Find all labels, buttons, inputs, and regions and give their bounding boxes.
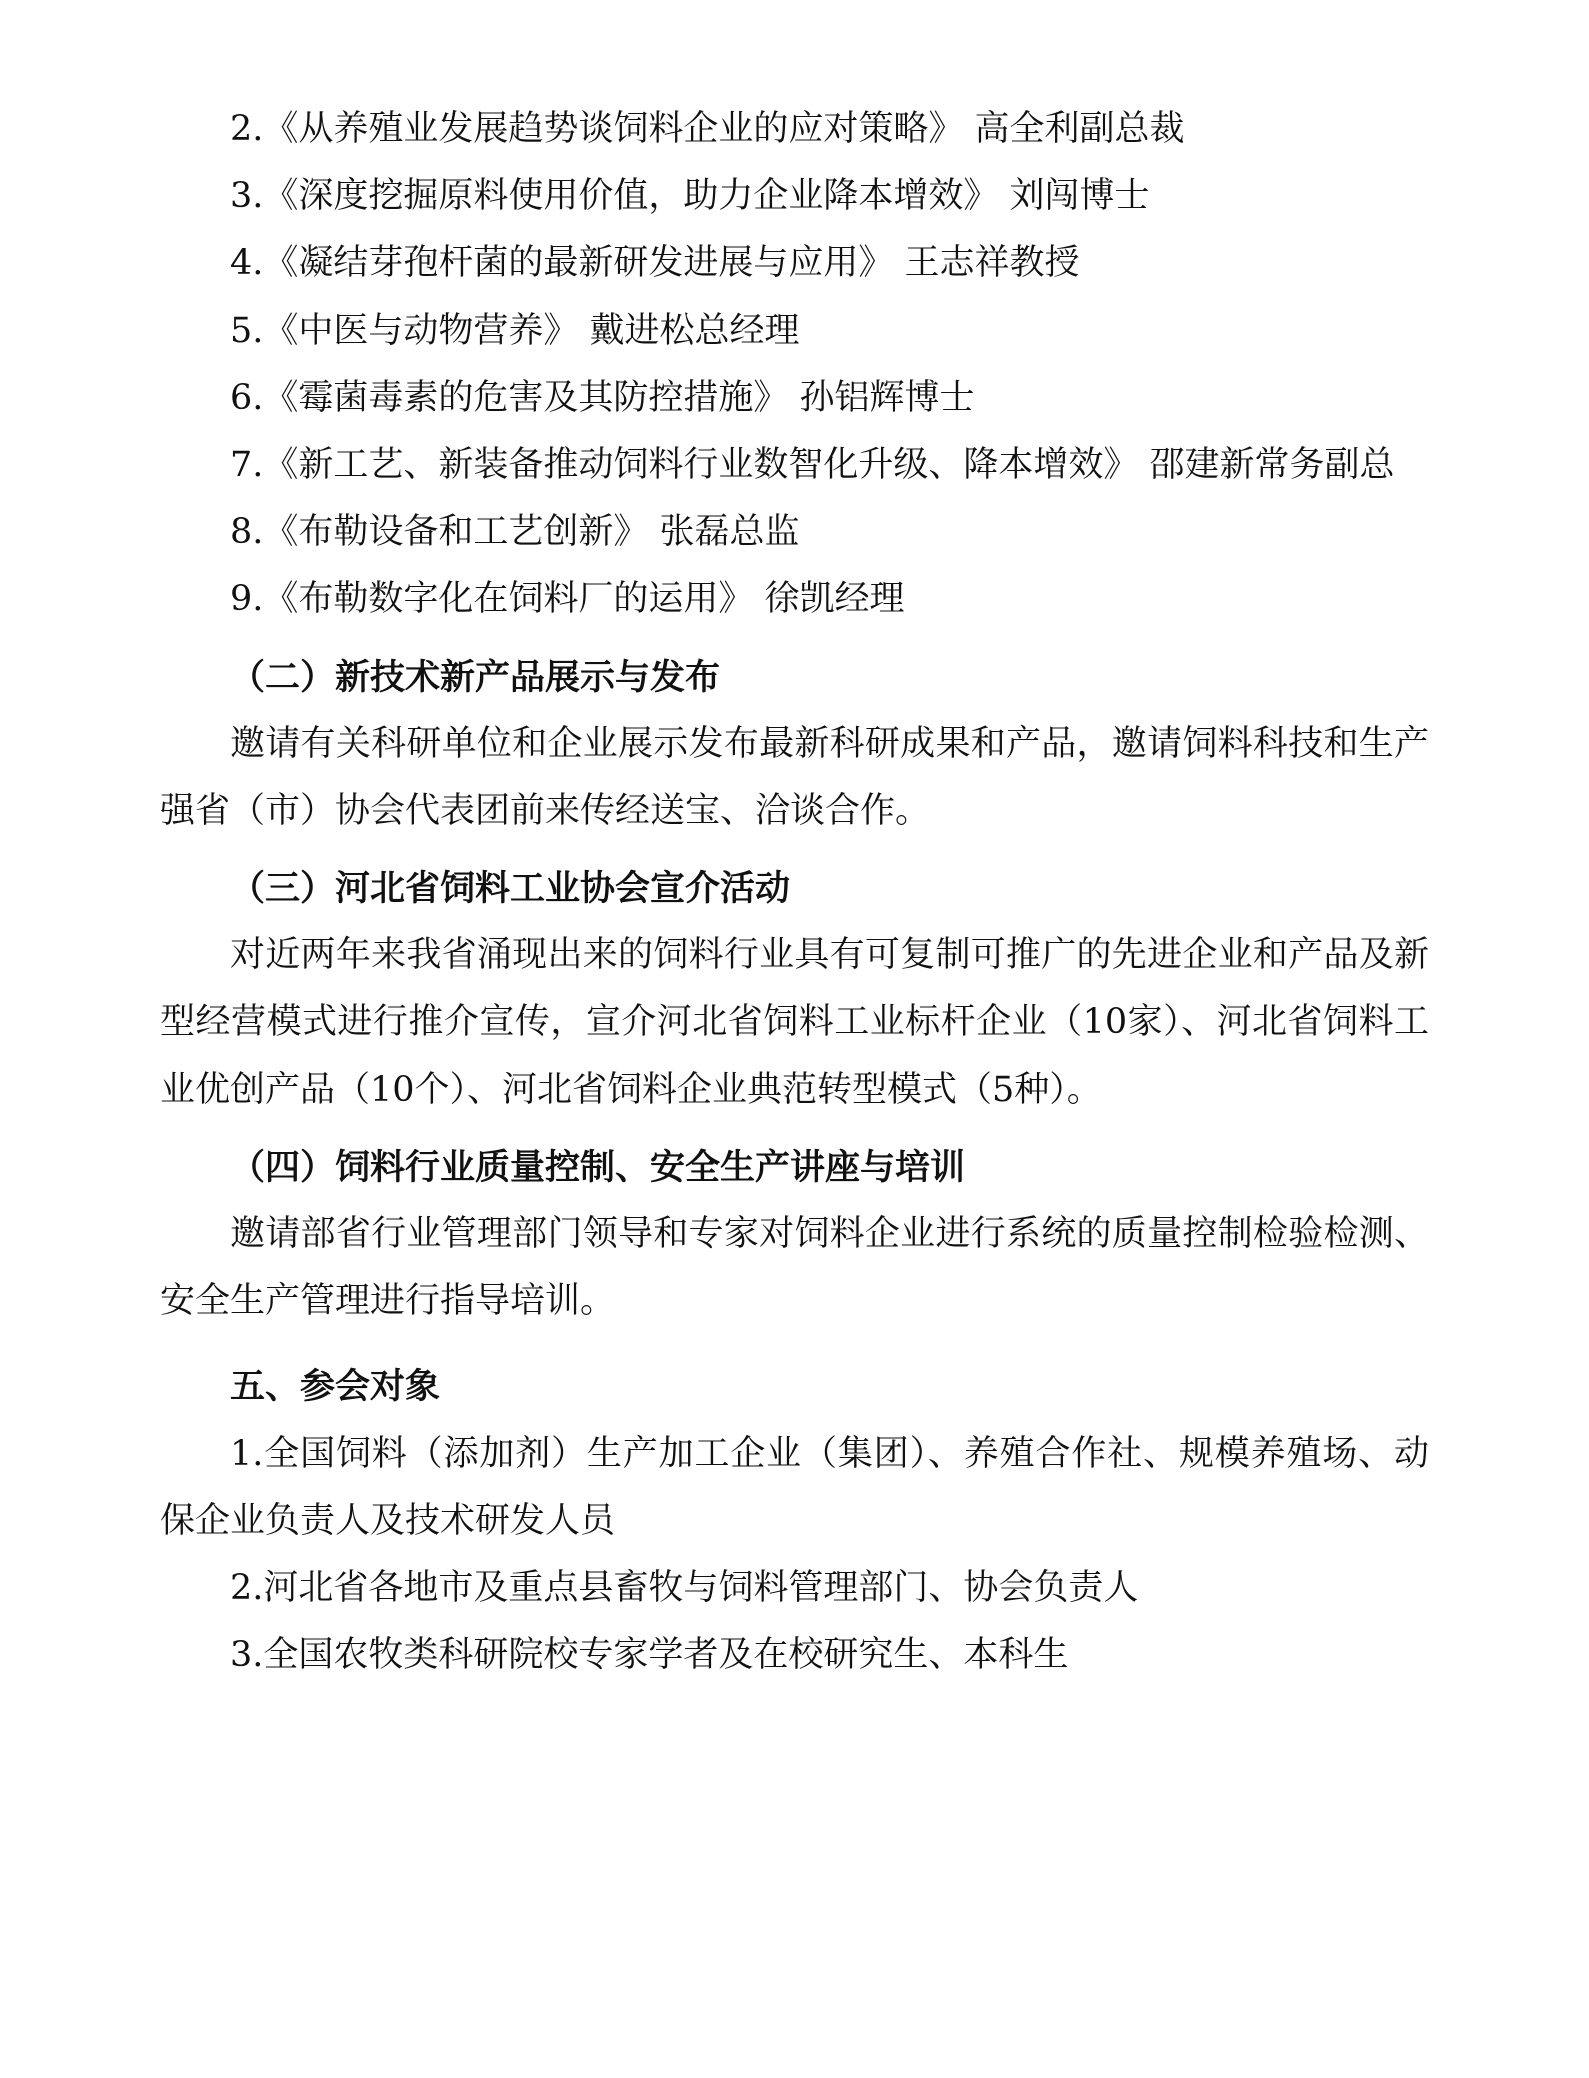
lecture-list-item-8: 8.《布勒设备和工艺创新》 张磊总监: [230, 512, 800, 553]
section-heading-two: （二）新技术新产品展示与发布: [230, 656, 721, 698]
spacer: [160, 1124, 1429, 1134]
spacer: [160, 1335, 1429, 1353]
lecture-list-item-5: 5.《中医与动物营养》 戴进松总经理: [230, 310, 800, 351]
document-body: [160, 96, 1429, 1689]
section-heading-five: 五、参会对象: [230, 1366, 441, 1408]
attendee-list-item-2: 2.河北省各地市及重点县畜牧与饲料管理部门、协会负责人: [230, 1567, 1139, 1608]
attendee-list-item-1: 1.全国饲料（添加剂）生产加工企业（集团）、养殖合作社、规模养殖场、动保企业负责人及技术研发人员: [160, 1433, 1429, 1541]
section-paragraph-four: 邀请部省行业管理部门领导和专家对饲料企业进行系统的质量控制检验检测、安全生产管理进行指导培训。: [160, 1214, 1429, 1322]
spacer: [160, 845, 1429, 855]
section-paragraph-two: 邀请有关科研单位和企业展示发布最新科研成果和产品，邀请饲料科技和生产强省（市）协会代表团前来传经送宝、洽谈合作。: [160, 723, 1429, 831]
lecture-list-item-2: 2.《从养殖业发展趋势谈饲料企业的应对策略》 高全利副总裁: [230, 109, 1185, 149]
lecture-list-item-9: 9.《布勒数字化在饲料厂的运用》 徐凯经理: [230, 579, 905, 620]
lecture-list-item-6: 6.《霉菌毒素的危害及其防控措施》 孙铝辉博士: [230, 377, 975, 418]
lecture-list-item-3: 3.《深度挖掘原料使用价值，助力企业降本增效》 刘闯博士: [230, 176, 1150, 217]
section-paragraph-three: 对近两年来我省涌现出来的饲料行业具有可复制可推广的先进企业和产品及新型经营模式进行推介宣传，宣介河北省饲料工业标杆企业（10家）、河北省饲料工业优创产品（10个）、河北省饲料企业典范转型模式（5种）。: [160, 935, 1429, 1110]
section-heading-four: （四）饲料行业质量控制、安全生产讲座与培训: [230, 1146, 966, 1188]
section-heading-three: （三）河北省饲料工业协会宣介活动: [230, 868, 791, 910]
lecture-list-item-4: 4.《凝结芽孢杆菌的最新研发进展与应用》 王志祥教授: [230, 243, 1080, 284]
spacer: [160, 634, 1429, 644]
attendee-list-item-3: 3.全国农牧类科研院校专家学者及在校研究生、本科生: [230, 1635, 1069, 1676]
lecture-list-item-7: 7.《新工艺、新装备推动饲料行业数智化升级、降本增效》 邵建新常务副总: [230, 444, 1395, 485]
